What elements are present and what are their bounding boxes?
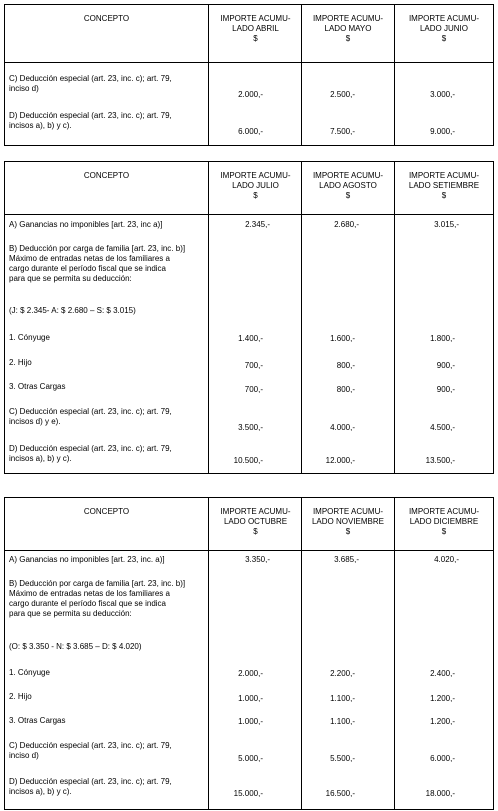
column-divider: [394, 498, 395, 809]
table-header: [5, 498, 493, 551]
col-header-agosto: IMPORTE ACUMU- LADO AGOSTO $: [312, 171, 384, 200]
col-header-setiembre: IMPORTE ACUMU- LADO SETIEMBRE $: [408, 171, 480, 200]
column-divider: [301, 162, 302, 473]
col-header-abril: IMPORTE ACUMU- LADO ABRIL $: [220, 14, 291, 43]
table-octubre-diciembre: CONCEPTO IMPORTE ACUMU- LADO OCTUBRE $ IMPORTE ACUMU- LADO NOVIEMBRE $ IMPORTE ACUMU- LADO DICIEMBRE $ A) Ganancias no imponibles [art. 23, inc. a)] 3.350,- 3.685,- 4.020,- B) Deducción por carga de familia [art. 23, inc. b)] Máximo de entradas netas de los familiares a cargo durante el período fiscal que se indica para que se permita su deducción: (O: $ 3.350 - N: $ 3.685 – D: $ 4.020) 1. Cónyuge 2.000,- 2.200,- 2.400,- 2. Hijo 1.000,- 1.100,- 1.200,- 3. Otras Cargas 1.000,- 1.100,- 1.200,- C) Deducción especial (art. 23, inc. c); art. 79, inciso d) 5.000,- 5.500,- 6.000,- D) Deducción especial (art. 23, inc. c); art. 79, incisos a), b) y c). 15.000,- 16.500,- 18.000,-: [4, 497, 494, 810]
col-header-junio: IMPORTE ACUMU- LADO JUNIO $: [408, 14, 480, 43]
column-divider: [208, 498, 209, 809]
table-abril-junio: CONCEPTO IMPORTE ACUMU- LADO ABRIL $ IMPORTE ACUMU- LADO MAYO $ IMPORTE ACUMU- LADO JUNIO $ C) Deducción especial (art. 23, inc. c); art. 79, inciso d) 2.000,- 2.500,- 3.000,- D) Deducción especial (art. 23, inc. c); art. 79, incisos a), b) y c). 6.000,- 7.500,- 9.000,-: [4, 4, 494, 146]
column-divider: [394, 5, 395, 145]
col-header-octubre: IMPORTE ACUMU- LADO OCTUBRE $: [220, 507, 291, 536]
column-divider: [301, 5, 302, 145]
col-header-diciembre: IMPORTE ACUMU- LADO DICIEMBRE $: [408, 507, 480, 536]
table-header: [5, 162, 493, 215]
col-header-noviembre: IMPORTE ACUMU- LADO NOVIEMBRE $: [311, 507, 384, 536]
column-divider: [394, 162, 395, 473]
column-divider: [301, 498, 302, 809]
concepto-header: CONCEPTO: [83, 171, 130, 180]
col-header-julio: IMPORTE ACUMU- LADO JULIO $: [220, 171, 291, 200]
table-header: [5, 5, 493, 63]
table-julio-setiembre: CONCEPTO IMPORTE ACUMU- LADO JULIO $ IMPORTE ACUMU- LADO AGOSTO $ IMPORTE ACUMU- LADO SETIEMBRE $ A) Ganancias no imponibles [art. 23, inc a)] 2.345,- 2.680,- 3.015,- B) Deducción por carga de familia [art. 23, inc. b)] Máximo de entradas netas de los familiares a cargo durante el período fiscal que se indica para que se permita su deducción: (J: $ 2.345- A: $ 2.680 – S: $ 3.015) 1. Cónyuge 1.400,- 1.600,- 1.800,- 2. Hijo 700,- 800,- 900,- 3. Otras Cargas 700,- 800,- 900,- C) Deducción especial (art. 23, inc. c); art. 79, incisos d) y e). 3.500,- 4.000,- 4.500,- D) Deducción especial (art. 23, inc. c); art. 79, incisos a), b) y c). 10.500,- 12.000,- 13.500,-: [4, 161, 494, 474]
concepto-header: CONCEPTO: [83, 507, 130, 516]
col-header-mayo: IMPORTE ACUMU- LADO MAYO $: [312, 14, 384, 43]
concepto-header: CONCEPTO: [83, 14, 130, 23]
